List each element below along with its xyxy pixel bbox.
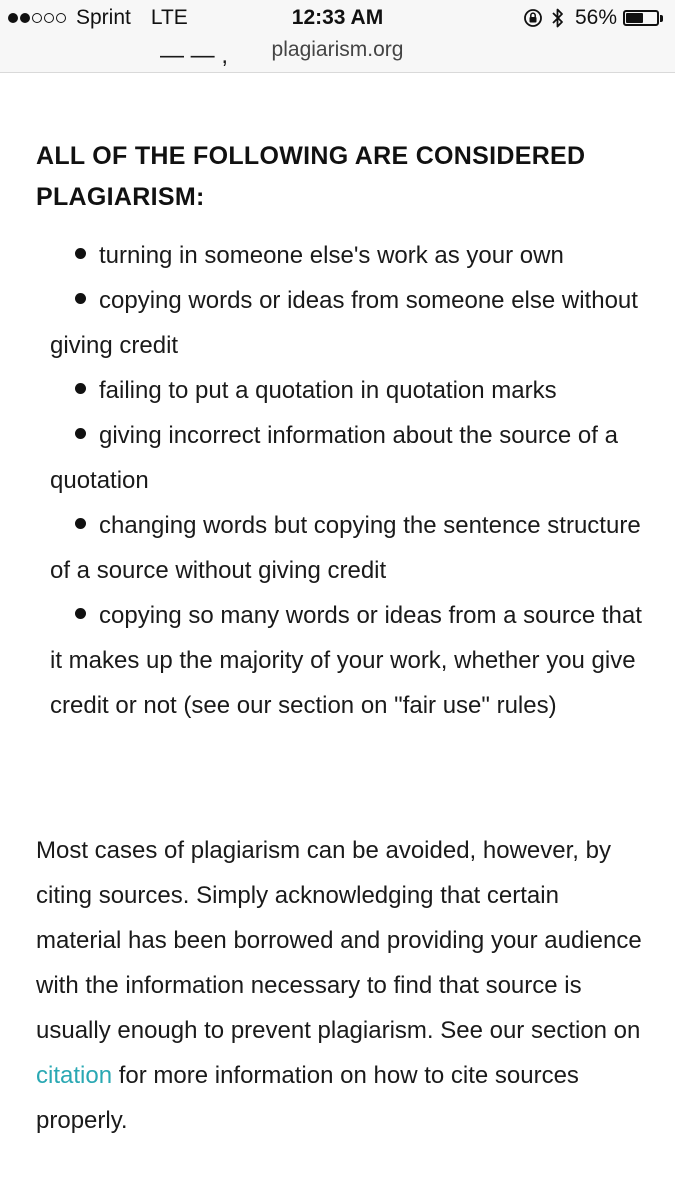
battery-icon [623,10,663,26]
clipped-previous-text: — — , [160,42,229,69]
bullet-icon [75,428,86,439]
list-item: copying words or ideas from someone else without giving credit [50,287,638,359]
bullet-icon [75,293,86,304]
bullet-icon [75,383,86,394]
bullet-icon [75,608,86,619]
address-bar-url[interactable]: plagiarism.org [271,38,404,61]
list-item: failing to put a quotation in quotation marks [13,368,650,413]
list-item: changing words but copying the sentence structure of a source without giving credit [50,512,641,584]
battery-percent: 56% [574,6,617,29]
body-paragraph: Most cases of plagiarism can be avoided, however, by citing sources. Simply acknowledging that certain material has been borrowed and providing your audience with the information necessary to find that source is usually enough to prevent plagiarism. See our section on citation for more information on how to cite sources properly. [36,837,642,1134]
rotation-lock-icon [523,8,543,28]
section-heading: ALL OF THE FOLLOWING ARE CONSIDERED PLAGIARISM: [36,142,586,211]
list-item: turning in someone else's work as your own [13,233,650,278]
bullet-icon [75,248,86,259]
clock: 12:33 AM [291,6,384,29]
bluetooth-icon [551,7,565,29]
bullet-icon [75,518,86,529]
list-item: giving incorrect information about the source of a quotation [50,422,618,494]
status-icons [523,6,663,30]
citation-link[interactable]: citation [36,1062,113,1089]
list-item: copying so many words or ideas from a source that it makes up the majority of your work, whether you give credit or not (see our section on "fair use" rules) [50,602,642,719]
network-type: LTE [150,6,188,29]
plagiarism-list [50,233,650,728]
carrier-name: Sprint [76,6,131,29]
